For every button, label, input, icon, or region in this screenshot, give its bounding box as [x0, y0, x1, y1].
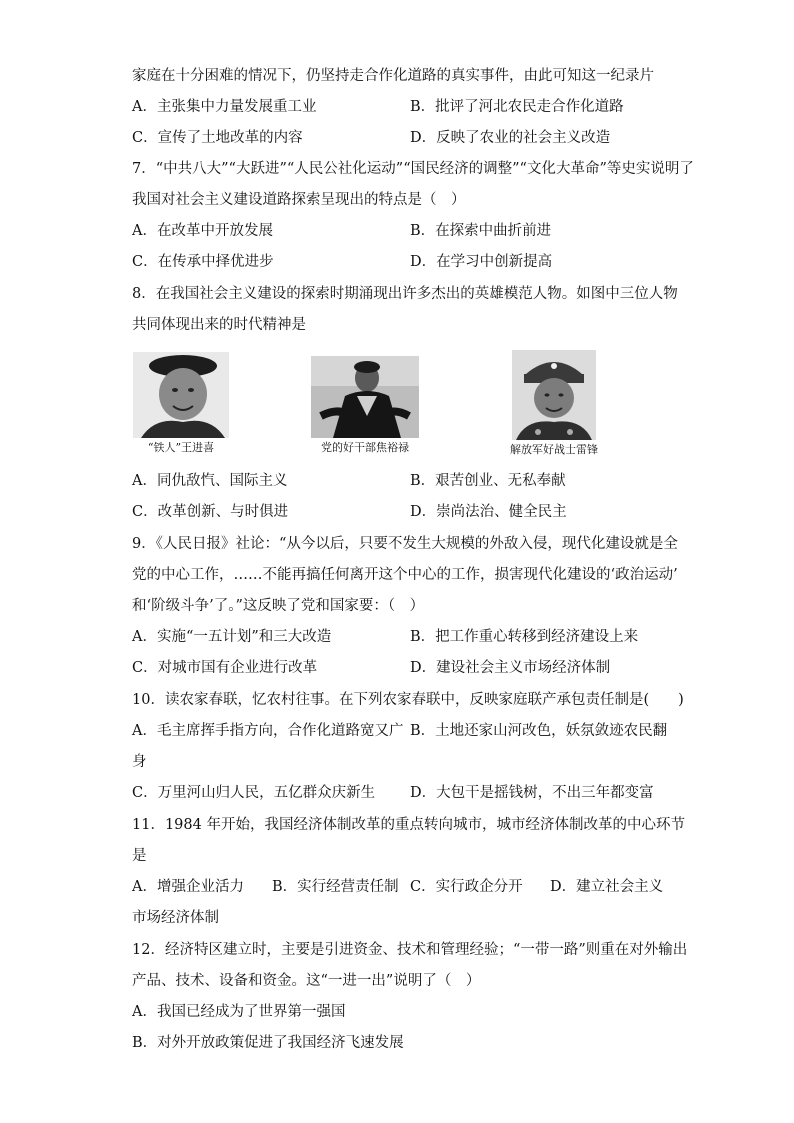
q8-stem-line-1: 8．在我国社会主义建设的探索时期涌现出许多杰出的英雄模范人物。如图中三位人物 [132, 286, 678, 302]
q11-option-a: A．增强企业活力 [132, 879, 244, 895]
q8-option-d: D．崇尚法治、健全民主 [410, 504, 567, 520]
q7-option-c: C．在传承中择优进步 [132, 254, 274, 270]
photo-figure-lei-feng [498, 350, 610, 457]
q6-option-b: B．批评了河北农民走合作化道路 [410, 99, 624, 115]
q7-stem-line-2: 我国对社会主义建设道路探索呈现出的特点是（ ） [132, 192, 466, 208]
q9-option-c: C．对城市国有企业进行改革 [132, 660, 318, 676]
photo-caption: 党的好干部焦裕禄 [321, 441, 409, 454]
q7-option-a: A．在改革中开放发展 [132, 223, 273, 239]
q9-stem-line-3: 和‘阶级斗争’了。”这反映了党和国家要：（ ） [132, 598, 425, 614]
q10-option-b-continued: 身 [132, 754, 147, 770]
q6-option-a: A．主张集中力量发展重工业 [132, 99, 317, 115]
q9-option-a: A．实施“一五计划”和三大改造 [132, 629, 332, 645]
q11-option-c: C．实行政企分开 [410, 879, 523, 895]
q11-option-d-continued: 市场经济体制 [132, 910, 219, 926]
q7-stem-line-1: 7．“中共八大”“大跃进”“人民公社化运动”“国民经济的调整”“文化大革命”等史实说明了 [132, 161, 694, 177]
q7-option-d: D．在学习中创新提高 [410, 254, 553, 270]
photo-figure-jiao-yulu [305, 356, 425, 455]
q6-option-c: C．宣传了土地改革的内容 [132, 130, 303, 146]
photo-figure-wang-jinxi [128, 352, 234, 455]
photo-caption: 解放军好战士雷锋 [510, 443, 598, 456]
portrait-photo-icon [311, 356, 419, 438]
q12-stem-line-2: 产品、技术、设备和资金。这“一进一出”说明了（ ） [132, 973, 481, 989]
portrait-photo-icon [133, 352, 229, 438]
q10-option-b: B．土地还家山河改色，妖氛敛迹农民翻 [410, 723, 668, 739]
q8-stem-line-2: 共同体现出来的时代精神是 [132, 317, 306, 333]
q12-option-b: B．对外开放政策促进了我国经济飞速发展 [132, 1035, 404, 1051]
q10-stem: 10．读农家春联，忆农村往事。在下列农家春联中，反映家庭联产承包责任制是( ) [132, 692, 684, 708]
q8-option-b: B．艰苦创业、无私奉献 [410, 473, 566, 489]
photo-caption: “铁人”王进喜 [147, 441, 215, 454]
q12-option-a: A．我国已经成为了世界第一强国 [132, 1004, 346, 1020]
q11-stem-line-1: 11．1984 年开始，我国经济体制改革的重点转向城市，城市经济体制改革的中心环节 [132, 817, 685, 833]
q6-option-d: D．反映了农业的社会主义改造 [410, 130, 611, 146]
q10-option-a: A．毛主席挥手指方向，合作化道路宽又广 [132, 723, 404, 739]
q11-stem-line-2: 是 [132, 848, 147, 864]
q9-stem-line-1: 9．《人民日报》社论：“从今以后，只要不发生大规模的外敌入侵，现代化建设就是全 [132, 536, 678, 552]
q7-option-b: B．在探索中曲折前进 [410, 223, 552, 239]
q8-option-c: C．改革创新、与时俱进 [132, 504, 289, 520]
q9-stem-line-2: 党的中心工作，……不能再搞任何离开这个中心的工作，损害现代化建设的‘政治运动’ [132, 567, 678, 583]
portrait-photo-icon [512, 350, 596, 440]
q10-option-c: C．万里河山归人民，五亿群众庆新生 [132, 785, 376, 801]
q10-option-d: D．大包干是摇钱树，不出三年都变富 [410, 785, 654, 801]
q11-option-b: B．实行经营责任制 [272, 879, 399, 895]
text-line: 家庭在十分困难的情况下，仍坚持走合作化道路的真实事件，由此可知这一纪录片 [132, 68, 654, 84]
q9-option-d: D．建设社会主义市场经济体制 [410, 660, 611, 676]
q8-option-a: A．同仇敌忾、国际主义 [132, 473, 288, 489]
q9-option-b: B．把工作重心转移到经济建设上来 [410, 629, 639, 645]
q11-option-d: D．建立社会主义 [550, 879, 664, 895]
q12-stem-line-1: 12．经济特区建立时，主要是引进资金、技术和管理经验；“一带一路”则重在对外输出 [132, 942, 688, 958]
